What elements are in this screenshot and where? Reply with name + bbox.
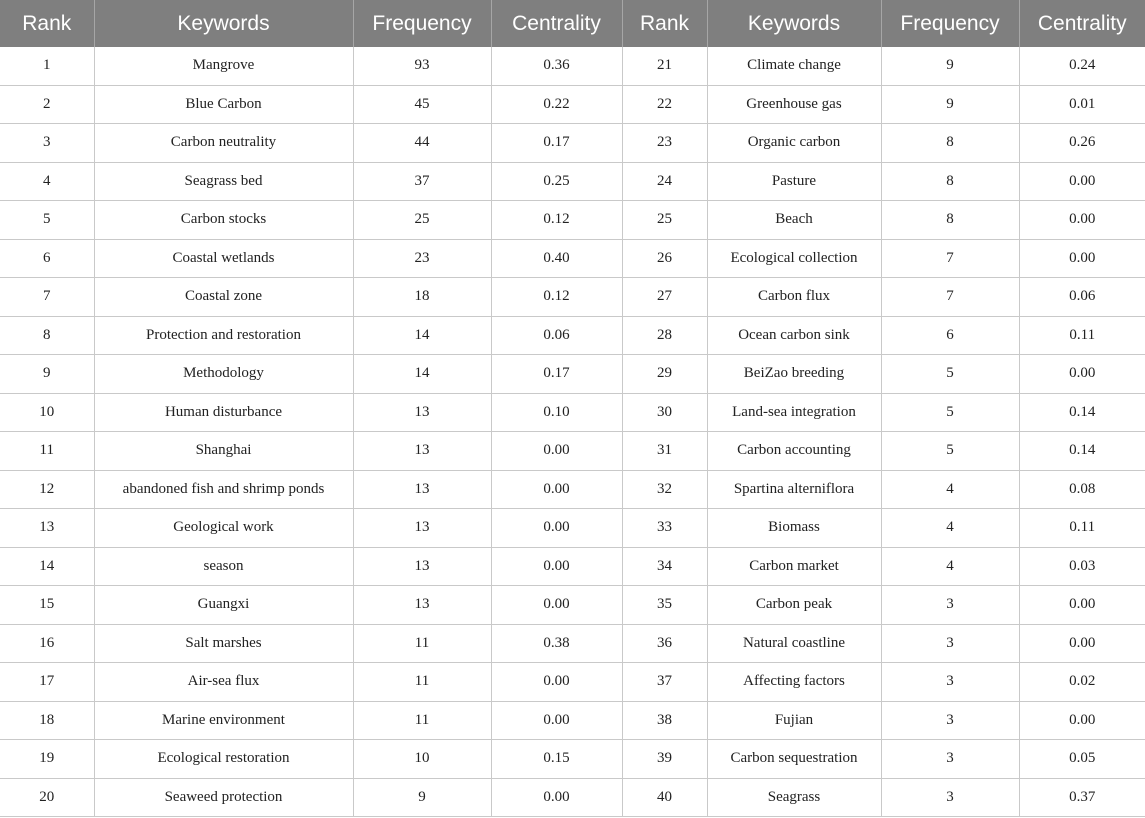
- cell-frequency: 11: [353, 624, 491, 663]
- cell-frequency: 37: [353, 162, 491, 201]
- header-frequency: Frequency: [881, 0, 1019, 47]
- cell-frequency: 4: [881, 470, 1019, 509]
- cell-rank: 29: [622, 355, 707, 394]
- cell-rank: 11: [0, 432, 94, 471]
- cell-keyword: BeiZao breeding: [707, 355, 881, 394]
- table-header: [0, 0, 1145, 47]
- table-row: [0, 355, 1145, 394]
- cell-centrality: 0.15: [491, 740, 622, 779]
- cell-rank: 16: [0, 624, 94, 663]
- cell-frequency: 45: [353, 85, 491, 124]
- cell-frequency: 7: [881, 239, 1019, 278]
- cell-rank: 4: [0, 162, 94, 201]
- table-body: [0, 47, 1145, 817]
- cell-rank: 24: [622, 162, 707, 201]
- cell-frequency: 8: [881, 162, 1019, 201]
- cell-keyword: Carbon stocks: [94, 201, 353, 240]
- cell-rank: 8: [0, 316, 94, 355]
- cell-frequency: 8: [881, 124, 1019, 163]
- cell-frequency: 11: [353, 663, 491, 702]
- cell-frequency: 18: [353, 278, 491, 317]
- cell-frequency: 3: [881, 663, 1019, 702]
- cell-rank: 32: [622, 470, 707, 509]
- table-row: [0, 586, 1145, 625]
- cell-centrality: 0.37: [1019, 778, 1145, 817]
- cell-centrality: 0.12: [491, 201, 622, 240]
- cell-centrality: 0.26: [1019, 124, 1145, 163]
- cell-frequency: 4: [881, 547, 1019, 586]
- cell-keyword: Spartina alterniflora: [707, 470, 881, 509]
- cell-centrality: 0.00: [1019, 355, 1145, 394]
- cell-centrality: 0.00: [1019, 239, 1145, 278]
- cell-keyword: Seagrass: [707, 778, 881, 817]
- cell-keyword: Seaweed protection: [94, 778, 353, 817]
- cell-rank: 33: [622, 509, 707, 548]
- cell-frequency: 9: [881, 47, 1019, 85]
- cell-centrality: 0.00: [1019, 586, 1145, 625]
- cell-centrality: 0.36: [491, 47, 622, 85]
- cell-centrality: 0.17: [491, 124, 622, 163]
- cell-rank: 7: [0, 278, 94, 317]
- header-keywords: Keywords: [707, 0, 881, 47]
- cell-centrality: 0.00: [491, 432, 622, 471]
- cell-keyword: Coastal zone: [94, 278, 353, 317]
- table-row: [0, 124, 1145, 163]
- cell-rank: 15: [0, 586, 94, 625]
- cell-frequency: 3: [881, 778, 1019, 817]
- cell-frequency: 44: [353, 124, 491, 163]
- cell-frequency: 13: [353, 509, 491, 548]
- cell-frequency: 8: [881, 201, 1019, 240]
- cell-centrality: 0.10: [491, 393, 622, 432]
- cell-keyword: Affecting factors: [707, 663, 881, 702]
- cell-rank: 2: [0, 85, 94, 124]
- cell-frequency: 6: [881, 316, 1019, 355]
- cell-keyword: Greenhouse gas: [707, 85, 881, 124]
- table-row: [0, 624, 1145, 663]
- cell-centrality: 0.24: [1019, 47, 1145, 85]
- cell-keyword: Methodology: [94, 355, 353, 394]
- cell-frequency: 5: [881, 355, 1019, 394]
- table-row: [0, 47, 1145, 85]
- cell-rank: 25: [622, 201, 707, 240]
- cell-centrality: 0.22: [491, 85, 622, 124]
- cell-frequency: 3: [881, 624, 1019, 663]
- cell-keyword: Land-sea integration: [707, 393, 881, 432]
- cell-frequency: 14: [353, 355, 491, 394]
- cell-keyword: Marine environment: [94, 701, 353, 740]
- cell-centrality: 0.08: [1019, 470, 1145, 509]
- cell-frequency: 13: [353, 393, 491, 432]
- cell-centrality: 0.14: [1019, 393, 1145, 432]
- cell-keyword: Natural coastline: [707, 624, 881, 663]
- cell-centrality: 0.00: [491, 701, 622, 740]
- cell-centrality: 0.06: [1019, 278, 1145, 317]
- header-row: [0, 0, 1145, 47]
- table-row: [0, 547, 1145, 586]
- cell-rank: 1: [0, 47, 94, 85]
- cell-centrality: 0.38: [491, 624, 622, 663]
- cell-keyword: Protection and restoration: [94, 316, 353, 355]
- cell-rank: 9: [0, 355, 94, 394]
- cell-keyword: Ecological restoration: [94, 740, 353, 779]
- cell-keyword: season: [94, 547, 353, 586]
- cell-rank: 31: [622, 432, 707, 471]
- cell-rank: 6: [0, 239, 94, 278]
- header-centrality: Centrality: [491, 0, 622, 47]
- cell-centrality: 0.25: [491, 162, 622, 201]
- cell-keyword: Ecological collection: [707, 239, 881, 278]
- cell-keyword: Biomass: [707, 509, 881, 548]
- cell-frequency: 13: [353, 470, 491, 509]
- cell-frequency: 9: [353, 778, 491, 817]
- table-row: [0, 316, 1145, 355]
- cell-keyword: Carbon flux: [707, 278, 881, 317]
- cell-rank: 23: [622, 124, 707, 163]
- table-row: [0, 701, 1145, 740]
- cell-centrality: 0.06: [491, 316, 622, 355]
- cell-keyword: Ocean carbon sink: [707, 316, 881, 355]
- cell-rank: 21: [622, 47, 707, 85]
- cell-keyword: Carbon sequestration: [707, 740, 881, 779]
- table-row: [0, 162, 1145, 201]
- cell-centrality: 0.05: [1019, 740, 1145, 779]
- cell-centrality: 0.11: [1019, 316, 1145, 355]
- cell-keyword: Climate change: [707, 47, 881, 85]
- cell-rank: 13: [0, 509, 94, 548]
- cell-rank: 22: [622, 85, 707, 124]
- cell-rank: 20: [0, 778, 94, 817]
- cell-rank: 12: [0, 470, 94, 509]
- table-row: [0, 663, 1145, 702]
- cell-keyword: Blue Carbon: [94, 85, 353, 124]
- cell-frequency: 3: [881, 701, 1019, 740]
- cell-keyword: Human disturbance: [94, 393, 353, 432]
- cell-centrality: 0.00: [1019, 162, 1145, 201]
- cell-rank: 3: [0, 124, 94, 163]
- cell-centrality: 0.00: [1019, 201, 1145, 240]
- table-row: [0, 509, 1145, 548]
- cell-keyword: Carbon market: [707, 547, 881, 586]
- cell-centrality: 0.02: [1019, 663, 1145, 702]
- cell-keyword: abandoned fish and shrimp ponds: [94, 470, 353, 509]
- table-row: [0, 778, 1145, 817]
- cell-frequency: 93: [353, 47, 491, 85]
- cell-rank: 39: [622, 740, 707, 779]
- cell-frequency: 25: [353, 201, 491, 240]
- cell-keyword: Carbon peak: [707, 586, 881, 625]
- cell-centrality: 0.00: [491, 470, 622, 509]
- cell-frequency: 10: [353, 740, 491, 779]
- cell-keyword: Pasture: [707, 162, 881, 201]
- cell-centrality: 0.40: [491, 239, 622, 278]
- table-row: [0, 393, 1145, 432]
- cell-rank: 19: [0, 740, 94, 779]
- cell-frequency: 13: [353, 547, 491, 586]
- cell-rank: 26: [622, 239, 707, 278]
- table-row: [0, 201, 1145, 240]
- header-rank: Rank: [0, 0, 94, 47]
- cell-rank: 18: [0, 701, 94, 740]
- cell-rank: 38: [622, 701, 707, 740]
- cell-keyword: Carbon accounting: [707, 432, 881, 471]
- cell-rank: 27: [622, 278, 707, 317]
- cell-keyword: Guangxi: [94, 586, 353, 625]
- cell-keyword: Air-sea flux: [94, 663, 353, 702]
- cell-centrality: 0.00: [1019, 701, 1145, 740]
- cell-frequency: 13: [353, 586, 491, 625]
- cell-keyword: Carbon neutrality: [94, 124, 353, 163]
- cell-centrality: 0.00: [491, 509, 622, 548]
- cell-frequency: 3: [881, 740, 1019, 779]
- cell-keyword: Mangrove: [94, 47, 353, 85]
- table-row: [0, 85, 1145, 124]
- header-rank: Rank: [622, 0, 707, 47]
- cell-frequency: 4: [881, 509, 1019, 548]
- cell-rank: 35: [622, 586, 707, 625]
- cell-keyword: Beach: [707, 201, 881, 240]
- cell-keyword: Seagrass bed: [94, 162, 353, 201]
- table-row: [0, 740, 1145, 779]
- cell-centrality: 0.12: [491, 278, 622, 317]
- cell-frequency: 3: [881, 586, 1019, 625]
- cell-rank: 40: [622, 778, 707, 817]
- cell-keyword: Shanghai: [94, 432, 353, 471]
- cell-centrality: 0.03: [1019, 547, 1145, 586]
- cell-frequency: 23: [353, 239, 491, 278]
- cell-rank: 36: [622, 624, 707, 663]
- cell-frequency: 14: [353, 316, 491, 355]
- cell-keyword: Coastal wetlands: [94, 239, 353, 278]
- cell-centrality: 0.11: [1019, 509, 1145, 548]
- header-keywords: Keywords: [94, 0, 353, 47]
- cell-centrality: 0.00: [1019, 624, 1145, 663]
- cell-centrality: 0.01: [1019, 85, 1145, 124]
- cell-rank: 10: [0, 393, 94, 432]
- cell-centrality: 0.00: [491, 547, 622, 586]
- cell-frequency: 9: [881, 85, 1019, 124]
- header-frequency: Frequency: [353, 0, 491, 47]
- cell-centrality: 0.00: [491, 586, 622, 625]
- cell-frequency: 5: [881, 432, 1019, 471]
- cell-keyword: Geological work: [94, 509, 353, 548]
- cell-frequency: 5: [881, 393, 1019, 432]
- cell-centrality: 0.17: [491, 355, 622, 394]
- cell-rank: 37: [622, 663, 707, 702]
- table-row: [0, 432, 1145, 471]
- cell-rank: 17: [0, 663, 94, 702]
- cell-centrality: 0.00: [491, 663, 622, 702]
- cell-frequency: 11: [353, 701, 491, 740]
- table-row: [0, 470, 1145, 509]
- cell-frequency: 7: [881, 278, 1019, 317]
- cell-rank: 5: [0, 201, 94, 240]
- cell-rank: 14: [0, 547, 94, 586]
- cell-rank: 34: [622, 547, 707, 586]
- cell-keyword: Salt marshes: [94, 624, 353, 663]
- cell-keyword: Fujian: [707, 701, 881, 740]
- cell-centrality: 0.00: [491, 778, 622, 817]
- cell-centrality: 0.14: [1019, 432, 1145, 471]
- cell-rank: 30: [622, 393, 707, 432]
- cell-keyword: Organic carbon: [707, 124, 881, 163]
- header-centrality: Centrality: [1019, 0, 1145, 47]
- cell-frequency: 13: [353, 432, 491, 471]
- table-row: [0, 278, 1145, 317]
- table-row: [0, 239, 1145, 278]
- cell-rank: 28: [622, 316, 707, 355]
